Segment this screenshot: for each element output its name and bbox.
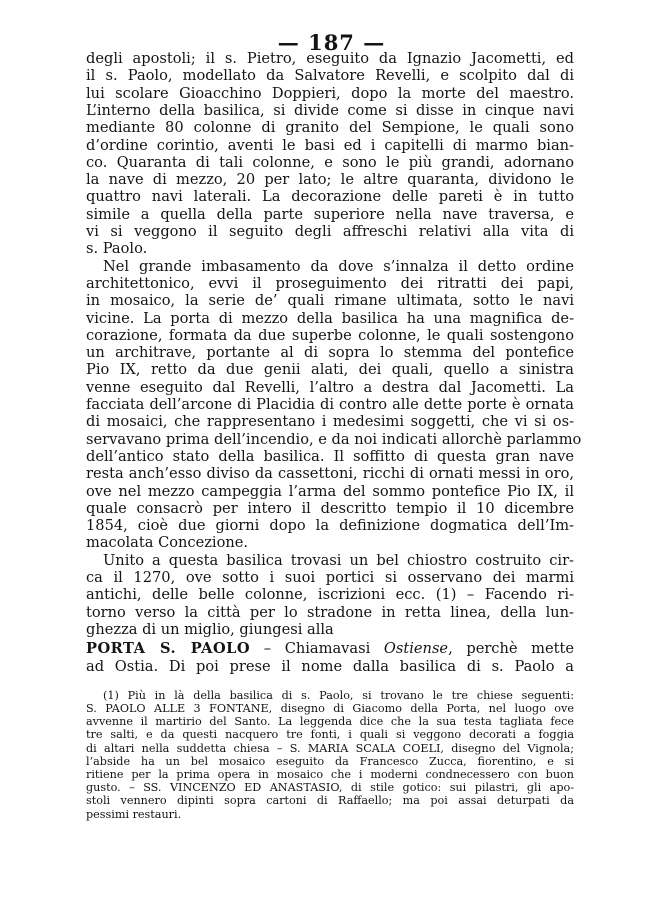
body-line: architettonico, evvi il proseguimento dei ritratti dei papi,: [86, 274, 574, 292]
porta-heading-line: [86, 640, 574, 657]
body-line: resta anch’esso diviso da cassettoni, ricchi di ornati messi in oro,: [86, 465, 574, 483]
body-line: mediante 80 colonne di granito del Sempione, le quali sono: [86, 119, 574, 137]
footnote-line: di altari nella suddetta chiesa – S. MARIA SCALA COELI, disegno del Vignola;: [86, 741, 574, 755]
footnote-first-line: (1) Più in là della basilica di s. Paolo, si trovano le tre chiese seguenti:: [103, 688, 574, 702]
body-line: ad Ostia. Di poi prese il nome dalla basilica di s. Paolo a: [86, 657, 574, 675]
body-line: d’ordine corintio, aventi le basi ed i capitelli di marmo bian-: [86, 136, 574, 154]
body-line: lui scolare Gioacchino Doppieri, dopo la morte del maestro.: [86, 84, 574, 102]
body-line: torno verso la città per lo stradone in retta linea, della lun-: [86, 603, 574, 621]
body-line: ove nel mezzo campeggia l’arma del sommo pontefice Pio IX, il: [86, 482, 574, 500]
paragraph-first-line: Nel grande imbasamento da dove s’innalza il detto ordine: [103, 257, 574, 275]
body-line: macolata Concezione.: [86, 534, 249, 552]
body-line: antichi, delle belle colonne, iscrizioni ecc. (1) – Facendo ri-: [86, 586, 574, 604]
italic-term: Ostiense: [383, 640, 449, 658]
body-line: un architrave, portante al di sopra lo stemma del pontefice: [86, 344, 574, 362]
body-line: venne eseguito dal Revelli, l’altro a destra dal Jacometti. La: [86, 378, 574, 396]
footnote-line: ritiene per la prima opera in mosaico che i moderni condnecessero con buon: [86, 768, 574, 781]
footnote-line: tre salti, e da questi nacquero tre fonti, i quali si veggono decorati a foggia: [86, 728, 574, 742]
body-line: s. Paolo.: [86, 240, 148, 258]
footnote-line: stoli vennero dipinti sopra cartoni di Raffaello; ma poi assai deturpati da: [86, 794, 574, 808]
section-heading: PORTA S. PAOLO: [86, 640, 251, 658]
footnote-line: avvenne il martirio del Santo. La leggenda dice che la sua testa tagliata fece: [86, 715, 574, 729]
footnote-line: S. PAOLO ALLE 3 FONTANE, disegno di Giacomo della Porta, nel luogo ove: [86, 702, 574, 715]
body-line: simile a quella della parte superiore nella nave traversa, e: [86, 205, 574, 223]
body-line: 1854, cioè due giorni dopo la definizione dogmatica dell’Im-: [86, 517, 574, 535]
body-line: vicine. La porta di mezzo della basilica ha una magnifica de-: [86, 309, 574, 327]
body-line: Pio IX, retto da due genii alati, dei quali, quello a sinistra: [86, 361, 574, 379]
body-line: degli apostoli; il s. Pietro, eseguito da Ignazio Jacometti, ed: [86, 50, 574, 67]
page-number: — 187 —: [277, 30, 386, 55]
body-line: co. Quaranta di tali colonne, e sono le più grandi, adornano: [86, 153, 574, 171]
body-line: corazione, formata da due superbe colonne, le quali sostengono: [86, 326, 574, 344]
body-line: dell’antico stato della basilica. Il soffitto di questa gran nave: [86, 447, 574, 465]
body-line: vi si veggono il seguito degli affreschi relativi alla vita di: [86, 223, 574, 240]
body-line: quale consacrò per intero il descritto tempio il 10 dicembre: [86, 499, 574, 517]
footnote-line: pessimi restauri.: [86, 807, 182, 821]
body-line: servavano prima dell’incendio, e da noi indicati allorchè parlammo: [86, 430, 582, 448]
body-line: ghezza di un miglio, giungesi alla: [86, 620, 334, 638]
body-line: di mosaici, che rappresentano i medesimi soggetti, che vi si os-: [86, 413, 574, 431]
body-line: L’interno della basilica, si divide come si disse in cinque navi: [86, 101, 574, 119]
body-line: il s. Paolo, modellato da Salvatore Revelli, e scolpito dal di: [86, 67, 574, 85]
heading-text: – Chiamavasi: [250, 640, 384, 658]
body-line: facciata dell’arcone di Placidia di contro alle dette porte è ornata: [86, 396, 574, 413]
paragraph-first-line: Unito a questa basilica trovasi un bel chiostro costruito cir-: [103, 551, 574, 569]
body-line: ca il 1270, ove sotto i suoi portici si osservano dei marmi: [86, 569, 574, 586]
body-line: in mosaico, la serie de’ quali rimane ultimata, sotto le navi: [86, 292, 574, 310]
heading-text: , perchè mette: [448, 640, 574, 658]
body-line: quattro navi laterali. La decorazione delle pareti è in tutto: [86, 188, 574, 206]
body-line: la nave di mezzo, 20 per lato; le altre quaranta, dividono le: [86, 171, 574, 189]
footnote-line: gusto. – SS. VINCENZO ED ANASTASIO, di stile gotico: sui pilastri, gli apo-: [86, 781, 574, 795]
footnote-line: l’abside ha un bel mosaico eseguito da Francesco Zucca, fiorentino, e si: [86, 754, 574, 768]
